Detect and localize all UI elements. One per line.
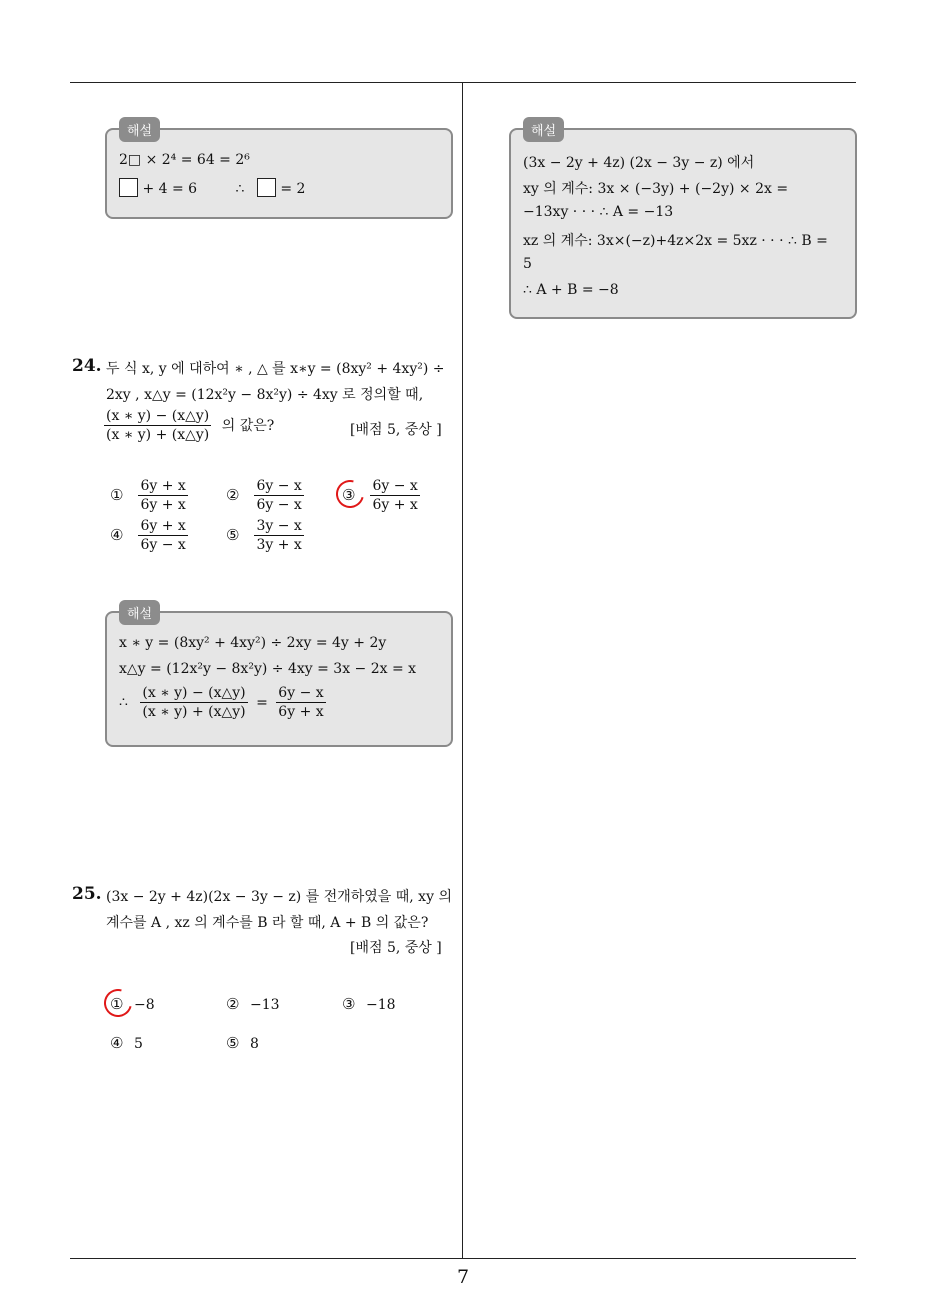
fraction-numerator: 6y − x: [254, 478, 303, 496]
choice-number: ③: [342, 995, 356, 1013]
therefore-symbol: ∴: [235, 181, 245, 197]
fraction-numerator: (x ∗ y) − (x△y): [140, 685, 247, 703]
choice-value: −13: [250, 997, 280, 1013]
solution-line: x ∗ y = (8xy² + 4xy²) ÷ 2xy = 4y + 2y: [119, 635, 387, 651]
choice-number: ⑤: [226, 525, 240, 544]
page-number: 7: [456, 1266, 470, 1288]
choice-number: ⑤: [226, 1034, 240, 1052]
question-text: 두 식 x, y 에 대하여 ∗ , △ 를 x∗y = (8xy² + 4xy²) ÷: [106, 361, 445, 377]
solution-fraction: [140, 685, 247, 720]
choice-fraction: [138, 518, 187, 553]
solution-line: xz 의 계수: 3x×(−z)+4z×2x = 5xz · · · ∴ B =: [523, 233, 828, 249]
choice-fraction: [370, 478, 419, 513]
solution-tab: 해설: [523, 117, 564, 142]
solution-line: x△y = (12x²y − 8x²y) ÷ 4xy = 3x − 2x = x: [119, 661, 417, 677]
therefore-symbol: ∴: [119, 694, 128, 711]
choice-fraction: [254, 478, 303, 513]
choice-value: 8: [250, 1036, 259, 1052]
question-fraction: [104, 408, 211, 443]
fraction-denominator: 6y − x: [256, 497, 302, 514]
question-fraction-line: [104, 408, 274, 443]
column-divider: [462, 82, 463, 1258]
choice-3-answer[interactable]: [342, 478, 420, 513]
solution-box-23: [105, 124, 453, 219]
blank-box: [257, 178, 276, 197]
choice-value: 5: [134, 1036, 143, 1052]
choice-2[interactable]: [226, 995, 280, 1013]
choice-4[interactable]: [110, 518, 188, 553]
solution-line: (3x − 2y + 4z) (2x − 3y − z) 에서: [523, 155, 755, 171]
solution-tab: 해설: [119, 117, 160, 142]
solution-line: 2□ × 2⁴ = 64 = 2⁶: [119, 152, 250, 168]
choice-1-answer[interactable]: [110, 995, 155, 1013]
solution-line: [119, 685, 326, 720]
solution-line: xy 의 계수: 3x × (−3y) + (−2y) × 2x =: [523, 181, 789, 197]
solution-box-24: [105, 607, 453, 747]
choice-number: ②: [226, 485, 240, 504]
choice-number: ②: [226, 995, 240, 1013]
solution-text: + 4 = 6: [142, 181, 198, 197]
solution-line: 5: [523, 256, 532, 272]
choice-number: ①: [110, 485, 124, 504]
fraction-denominator: 6y + x: [278, 704, 324, 721]
choice-fraction: [254, 518, 303, 553]
choice-number: ④: [110, 525, 124, 544]
header-rule: [70, 82, 856, 83]
choice-fraction: [138, 478, 187, 513]
fraction-numerator: 6y − x: [370, 478, 419, 496]
question-number: 25.: [72, 884, 102, 904]
choice-5[interactable]: [226, 1034, 259, 1052]
score-label: [배점 5, 중상 ]: [350, 940, 442, 956]
choice-value: −18: [366, 997, 396, 1013]
choice-number: ④: [110, 1034, 124, 1052]
solution-fraction: [276, 685, 325, 720]
question-text: 의 값은?: [221, 417, 275, 434]
fraction-denominator: 6y + x: [140, 497, 186, 514]
blank-box: [119, 178, 138, 197]
fraction-numerator: 6y − x: [276, 685, 325, 703]
question-text: 2xy , x△y = (12x²y − 8x²y) ÷ 4xy 로 정의할 때,: [106, 387, 424, 403]
solution-line: [119, 178, 305, 197]
choice-number-circled: ①: [110, 995, 128, 1013]
choice-value: −8: [134, 997, 155, 1013]
fraction-numerator: 6y + x: [138, 478, 187, 496]
choice-number-circled: ③: [342, 486, 360, 504]
fraction-denominator: (x ∗ y) + (x△y): [142, 704, 246, 721]
choice-4[interactable]: [110, 1034, 143, 1052]
question-text: (3x − 2y + 4z)(2x − 3y − z) 를 전개하였을 때, xy 의: [106, 889, 452, 905]
equals-sign: =: [256, 694, 268, 711]
fraction-denominator: (x ∗ y) + (x△y): [106, 427, 210, 444]
solution-text: = 2: [280, 181, 306, 197]
footer-rule: [70, 1258, 856, 1259]
fraction-numerator: 6y + x: [138, 518, 187, 536]
fraction-denominator: 6y + x: [372, 497, 418, 514]
solution-line: ∴ A + B = −8: [523, 282, 619, 298]
solution-box-25: [509, 124, 857, 319]
question-text: 계수를 A , xz 의 계수를 B 라 할 때, A + B 의 값은?: [106, 915, 429, 931]
choice-1[interactable]: [110, 478, 188, 513]
choice-3[interactable]: [342, 995, 396, 1013]
solution-line: −13xy · · · ∴ A = −13: [523, 204, 674, 220]
choice-5[interactable]: [226, 518, 304, 553]
fraction-numerator: (x ∗ y) − (x△y): [104, 408, 211, 426]
score-label: [배점 5, 중상 ]: [350, 422, 442, 438]
solution-tab: 해설: [119, 600, 160, 625]
question-number: 24.: [72, 356, 102, 376]
fraction-numerator: 3y − x: [254, 518, 303, 536]
fraction-denominator: 3y + x: [256, 537, 302, 554]
choice-2[interactable]: [226, 478, 304, 513]
fraction-denominator: 6y − x: [140, 537, 186, 554]
